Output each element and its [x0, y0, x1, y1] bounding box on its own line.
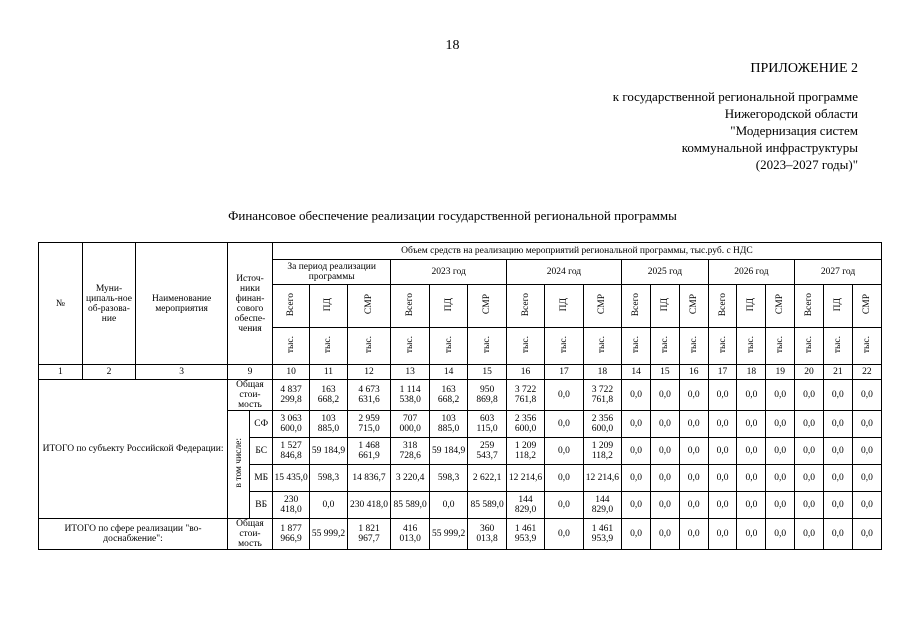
financing-table: [38, 242, 882, 550]
value-cell: 0,0: [737, 380, 766, 411]
value-cell: 0,0: [766, 492, 795, 519]
value-cell: 0,0: [650, 492, 679, 519]
value-cell: 0,0: [545, 380, 583, 411]
document-title: Финансовое обеспечение реализации государственной региональной программы: [228, 208, 677, 223]
value-cell: 0,0: [310, 492, 347, 519]
value-cell: 103 885,0: [310, 411, 347, 438]
unit-cell: тыс.: [310, 328, 347, 365]
value-cell: 0,0: [650, 438, 679, 465]
value-cell: 0,0: [795, 438, 824, 465]
appendix-line: Нижегородской области: [724, 106, 858, 121]
value-cell: 230 418,0: [347, 492, 391, 519]
value-cell: 0,0: [650, 465, 679, 492]
value-cell: 0,0: [795, 465, 824, 492]
value-cell: 0,0: [679, 411, 708, 438]
appendix-subtitle: [613, 88, 858, 173]
value-cell: 1 114 538,0: [391, 380, 429, 411]
value-cell: 0,0: [679, 519, 708, 550]
value-cell: 3 722 761,8: [583, 380, 621, 411]
column-number: 18: [737, 365, 766, 380]
value-cell: 0,0: [823, 380, 852, 411]
column-header: Всего: [272, 285, 309, 328]
value-cell: 598,3: [429, 465, 467, 492]
value-cell: 0,0: [737, 438, 766, 465]
value-cell: 0,0: [708, 380, 737, 411]
value-cell: 0,0: [766, 465, 795, 492]
value-cell: 950 869,8: [468, 380, 506, 411]
value-cell: 0,0: [708, 411, 737, 438]
unit-cell: тыс.: [708, 328, 737, 365]
unit-cell: тыс.: [583, 328, 621, 365]
value-cell: 1 209 118,2: [506, 438, 544, 465]
column-number: 12: [347, 365, 391, 380]
value-cell: 59 184,9: [310, 438, 347, 465]
header-event: Наименование мероприятия: [136, 243, 228, 365]
source-cell: Общая стои-мость: [228, 380, 273, 411]
value-cell: 0,0: [823, 465, 852, 492]
value-cell: 0,0: [823, 411, 852, 438]
value-cell: 14 836,7: [347, 465, 391, 492]
value-cell: 0,0: [708, 519, 737, 550]
column-number-row: [39, 365, 882, 380]
value-cell: 0,0: [795, 411, 824, 438]
value-cell: 603 115,0: [468, 411, 506, 438]
column-number: 17: [708, 365, 737, 380]
value-cell: 0,0: [708, 465, 737, 492]
group-total-label: ИТОГО по субъекту Российской Федерации:: [39, 380, 228, 519]
value-cell: 103 885,0: [429, 411, 467, 438]
header-year: 2026 год: [708, 260, 794, 285]
value-cell: 230 418,0: [272, 492, 309, 519]
column-header: Всего: [622, 285, 651, 328]
column-number: 22: [852, 365, 881, 380]
value-cell: 0,0: [622, 465, 651, 492]
value-cell: 0,0: [679, 492, 708, 519]
column-number: 16: [506, 365, 544, 380]
value-cell: 0,0: [622, 438, 651, 465]
value-cell: 0,0: [545, 492, 583, 519]
unit-cell: тыс.: [737, 328, 766, 365]
value-cell: 12 214,6: [506, 465, 544, 492]
header-period-total: За период реализации программы: [272, 260, 391, 285]
page-number: 18: [445, 38, 460, 53]
column-number: 18: [583, 365, 621, 380]
source-cell: Общая стои-мость: [228, 519, 273, 550]
appendix-label: ПРИЛОЖЕНИЕ 2: [750, 61, 858, 76]
column-header: Всего: [795, 285, 824, 328]
column-header: СМР: [766, 285, 795, 328]
column-number: 14: [429, 365, 467, 380]
column-header: СМР: [679, 285, 708, 328]
header-year: 2024 год: [506, 260, 621, 285]
value-cell: 598,3: [310, 465, 347, 492]
value-cell: 0,0: [823, 492, 852, 519]
value-cell: 2 356 600,0: [583, 411, 621, 438]
value-cell: 0,0: [679, 465, 708, 492]
value-cell: 0,0: [545, 465, 583, 492]
value-cell: 360 013,8: [468, 519, 506, 550]
column-header: СМР: [852, 285, 881, 328]
source-cell: ВБ: [250, 492, 272, 519]
unit-cell: тыс.: [391, 328, 429, 365]
value-cell: 0,0: [737, 465, 766, 492]
value-cell: 0,0: [650, 519, 679, 550]
value-cell: 55 999,2: [429, 519, 467, 550]
header-year: 2027 год: [795, 260, 882, 285]
unit-cell: тыс.: [622, 328, 651, 365]
column-number: 21: [823, 365, 852, 380]
value-cell: 0,0: [545, 519, 583, 550]
value-cell: 0,0: [622, 411, 651, 438]
column-header: ПД: [545, 285, 583, 328]
value-cell: 0,0: [766, 519, 795, 550]
value-cell: 0,0: [795, 492, 824, 519]
value-cell: 0,0: [737, 492, 766, 519]
value-cell: 12 214,6: [583, 465, 621, 492]
value-cell: 707 000,0: [391, 411, 429, 438]
value-cell: 3 220,4: [391, 465, 429, 492]
appendix-line: коммунальной инфраструктуры: [681, 140, 858, 155]
header-municipality: Муни-ципаль-ное об-разова-ние: [82, 243, 135, 365]
value-cell: 259 543,7: [468, 438, 506, 465]
group-total-label: ИТОГО по сфере реализации "во-доснабжение":: [39, 519, 228, 550]
column-number: 14: [622, 365, 651, 380]
column-number: 2: [82, 365, 135, 380]
column-header: Всего: [506, 285, 544, 328]
value-cell: 0,0: [852, 519, 881, 550]
column-header: Всего: [708, 285, 737, 328]
value-cell: 0,0: [708, 492, 737, 519]
column-header: СМР: [347, 285, 391, 328]
column-number: 19: [766, 365, 795, 380]
value-cell: 2 622,1: [468, 465, 506, 492]
table-row: [39, 519, 882, 550]
column-number: 17: [545, 365, 583, 380]
value-cell: 85 589,0: [391, 492, 429, 519]
column-header: ПД: [429, 285, 467, 328]
value-cell: 0,0: [622, 492, 651, 519]
column-number: 3: [136, 365, 228, 380]
value-cell: 0,0: [679, 438, 708, 465]
value-cell: 55 999,2: [310, 519, 347, 550]
value-cell: 0,0: [737, 411, 766, 438]
value-cell: 0,0: [622, 380, 651, 411]
unit-cell: тыс.: [766, 328, 795, 365]
value-cell: 0,0: [679, 380, 708, 411]
value-cell: 0,0: [766, 438, 795, 465]
source-cell: МБ: [250, 465, 272, 492]
value-cell: 1 209 118,2: [583, 438, 621, 465]
unit-cell: тыс.: [650, 328, 679, 365]
value-cell: 2 356 600,0: [506, 411, 544, 438]
header-number: №: [39, 243, 83, 365]
value-cell: 0,0: [823, 519, 852, 550]
value-cell: 0,0: [622, 519, 651, 550]
column-number: 15: [468, 365, 506, 380]
source-cell: БС: [250, 438, 272, 465]
value-cell: 144 829,0: [506, 492, 544, 519]
value-cell: 4 837 299,8: [272, 380, 309, 411]
column-number: 1: [39, 365, 83, 380]
header-year: 2023 год: [391, 260, 506, 285]
header-volume: Объем средств на реализацию мероприятий региональной программы, тыс.руб. с НДС: [272, 243, 881, 260]
unit-cell: тыс.: [679, 328, 708, 365]
column-number: 13: [391, 365, 429, 380]
including-label: в том числе:: [228, 411, 250, 519]
column-header: ПД: [823, 285, 852, 328]
value-cell: 85 589,0: [468, 492, 506, 519]
column-header: Всего: [391, 285, 429, 328]
header-year: 2025 год: [622, 260, 708, 285]
value-cell: 318 728,6: [391, 438, 429, 465]
column-number: 15: [650, 365, 679, 380]
value-cell: 1 468 661,9: [347, 438, 391, 465]
column-header: ПД: [737, 285, 766, 328]
unit-cell: тыс.: [545, 328, 583, 365]
value-cell: 0,0: [766, 411, 795, 438]
value-cell: 144 829,0: [583, 492, 621, 519]
unit-cell: тыс.: [823, 328, 852, 365]
column-header: ПД: [310, 285, 347, 328]
value-cell: 1 461 953,9: [583, 519, 621, 550]
value-cell: 163 668,2: [310, 380, 347, 411]
value-cell: 2 959 715,0: [347, 411, 391, 438]
column-number: 10: [272, 365, 309, 380]
value-cell: 0,0: [650, 411, 679, 438]
column-number: 20: [795, 365, 824, 380]
value-cell: 416 013,0: [391, 519, 429, 550]
value-cell: 3 722 761,8: [506, 380, 544, 411]
column-number: 16: [679, 365, 708, 380]
value-cell: 0,0: [823, 438, 852, 465]
appendix-line: к государственной региональной программе: [612, 89, 858, 104]
table-row: [39, 380, 882, 411]
unit-cell: тыс.: [795, 328, 824, 365]
value-cell: 163 668,2: [429, 380, 467, 411]
value-cell: 0,0: [545, 411, 583, 438]
unit-cell: тыс.: [272, 328, 309, 365]
unit-cell: тыс.: [852, 328, 881, 365]
value-cell: 0,0: [737, 519, 766, 550]
value-cell: 1 821 967,7: [347, 519, 391, 550]
column-header: СМР: [468, 285, 506, 328]
value-cell: 1 527 846,8: [272, 438, 309, 465]
value-cell: 0,0: [852, 492, 881, 519]
value-cell: 0,0: [852, 465, 881, 492]
appendix-line: "Модернизация систем: [730, 123, 858, 138]
unit-cell: тыс.: [506, 328, 544, 365]
value-cell: 0,0: [795, 380, 824, 411]
value-cell: 0,0: [766, 380, 795, 411]
value-cell: 1 461 953,9: [506, 519, 544, 550]
value-cell: 0,0: [545, 438, 583, 465]
appendix-line: (2023–2027 годы)": [755, 157, 858, 172]
unit-cell: тыс.: [429, 328, 467, 365]
value-cell: 0,0: [852, 380, 881, 411]
column-number: 11: [310, 365, 347, 380]
header-source: Источ-ники финан-сового обеспе-чения: [228, 243, 273, 365]
value-cell: 1 877 966,9: [272, 519, 309, 550]
value-cell: 0,0: [852, 411, 881, 438]
value-cell: 0,0: [708, 438, 737, 465]
value-cell: 15 435,0: [272, 465, 309, 492]
value-cell: 3 063 600,0: [272, 411, 309, 438]
value-cell: 59 184,9: [429, 438, 467, 465]
source-cell: СФ: [250, 411, 272, 438]
value-cell: 0,0: [852, 438, 881, 465]
column-header: ПД: [650, 285, 679, 328]
value-cell: 0,0: [795, 519, 824, 550]
value-cell: 4 673 631,6: [347, 380, 391, 411]
unit-cell: тыс.: [347, 328, 391, 365]
value-cell: 0,0: [429, 492, 467, 519]
unit-cell: тыс.: [468, 328, 506, 365]
value-cell: 0,0: [650, 380, 679, 411]
column-number: 9: [228, 365, 273, 380]
column-header: СМР: [583, 285, 621, 328]
